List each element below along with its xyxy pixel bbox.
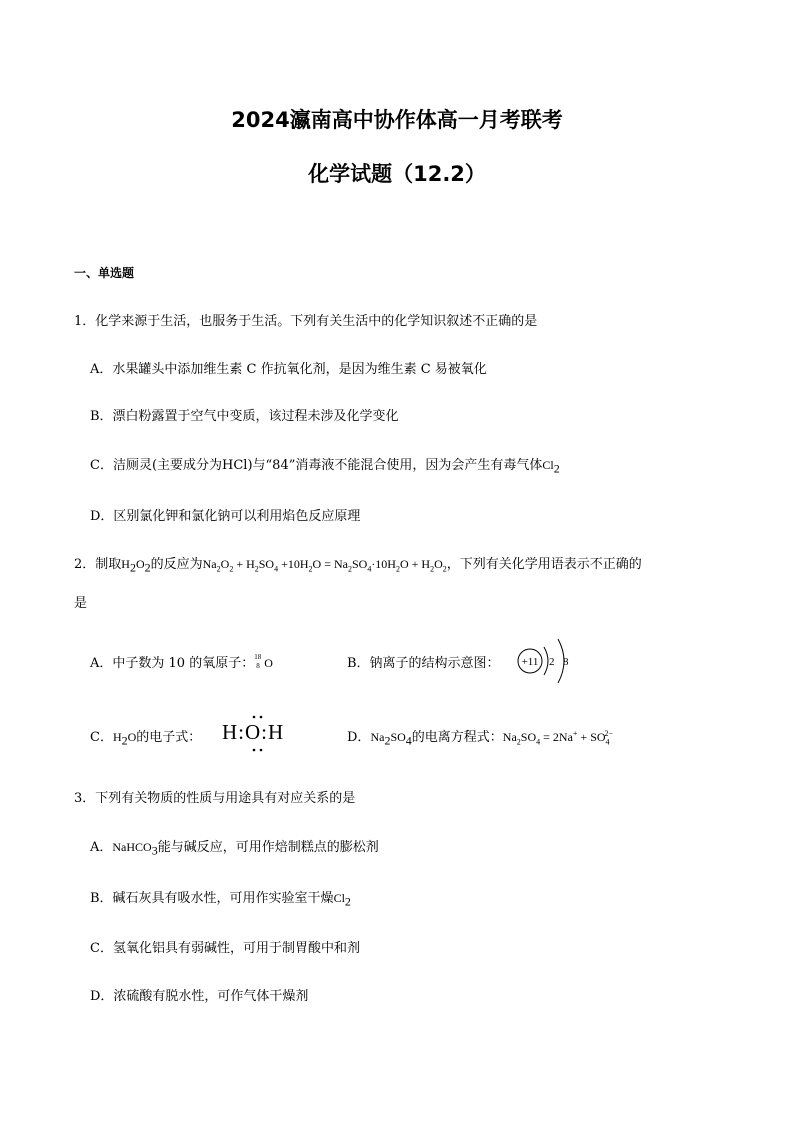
q2-option-d-post: 的电离方程式： xyxy=(411,730,503,745)
q2-option-a-text: A．中子数为 10 的氧原子： xyxy=(90,656,255,671)
eq-part-g: SO xyxy=(351,557,368,571)
q2-h2o2-sub2: 2 xyxy=(144,560,151,575)
eq-sub-g: 4 xyxy=(367,564,372,574)
q1-option-c-cl: Cl xyxy=(542,458,554,472)
oxygen-symbol: O xyxy=(264,656,273,670)
ion-eq-charge: 2− xyxy=(604,729,614,738)
q3-option-a xyxy=(90,836,379,859)
q2-option-c-post: 的电子式： xyxy=(136,730,202,745)
q1-option-d: D．区别氯化钾和氯化钠可以利用焰色反应原理 xyxy=(90,509,361,524)
q2-stem xyxy=(74,553,642,576)
exam-title: 2024瀛南高中协作体高一月考联考 xyxy=(231,108,563,132)
na2so4-na: Na xyxy=(370,730,385,744)
q2-stem-line2: 是 xyxy=(74,596,88,611)
eq-part-a: Na xyxy=(202,557,217,571)
ionization-equation xyxy=(502,729,614,747)
q3-option-a-pre: A． xyxy=(90,840,113,855)
eq-sub-c: 2 xyxy=(254,564,259,574)
ion-eq-so4: + SO xyxy=(577,730,606,744)
q3-option-b-cl: Cl xyxy=(333,891,345,905)
ion-eq-2na: = 2Na xyxy=(540,730,573,744)
q2-option-a xyxy=(90,652,273,671)
eq-sub-a: 2 xyxy=(216,564,221,574)
q2-option-d xyxy=(347,726,613,749)
q3-option-c: C．氢氧化铝具有弱碱性，可用于制胃酸中和剂 xyxy=(90,941,360,956)
electron-formula-text: H:O:H xyxy=(222,720,285,744)
na2so4-so: SO xyxy=(390,730,406,744)
nahco3: NaHCO xyxy=(112,840,152,854)
eq-part-f: O = Na xyxy=(312,557,348,571)
h2o-o: O xyxy=(127,730,137,744)
na2so4-sub2: 4 xyxy=(405,733,412,748)
eq-sub-f: 2 xyxy=(347,564,352,574)
q1-option-c-text: C．洁厕灵(主要成分为HCl)与“84”消毒液不能混合使用，因为会产生有毒气体 xyxy=(90,458,543,473)
q1-option-c xyxy=(90,454,560,477)
atomic-number: 8 xyxy=(256,662,260,670)
ion-eq-so: SO xyxy=(520,730,537,744)
q2-h2o2-o: O xyxy=(135,557,145,571)
q2-option-c xyxy=(90,726,201,749)
shell-1-electrons: 2 xyxy=(549,656,555,668)
eq-part-i: O + H xyxy=(399,557,431,571)
h2o-h: H xyxy=(112,730,122,744)
ion-eq-sub3: 4 xyxy=(605,737,610,747)
q3-option-d: D．浓硫酸有脱水性，可作气体干燥剂 xyxy=(90,989,309,1004)
q1-option-c-sub: 2 xyxy=(553,461,560,476)
q3-option-b-text: B．碱石灰具有吸水性，可用作实验室干燥 xyxy=(90,891,334,906)
q2-tail: ，下列有关化学用语表示不正确的 xyxy=(446,557,642,572)
exam-subtitle: 化学试题（12.2） xyxy=(308,162,486,186)
eq-sub-i: 2 xyxy=(430,564,435,574)
section-heading: 一、单选题 xyxy=(74,266,135,280)
eq-part-b: O xyxy=(220,557,230,571)
q2-option-d-pre: D． xyxy=(347,730,371,745)
nahco3-sub: 3 xyxy=(151,843,158,858)
h2o-sub: 2 xyxy=(121,733,128,748)
eq-sub-e: 2 xyxy=(308,564,313,574)
eq-part-j: O xyxy=(434,557,443,571)
q1-option-a: A．水果罐头中添加维生素 C 作抗氧化剂，是因为维生素 C 易被氧化 xyxy=(90,362,487,377)
eq-part-h: ·10H xyxy=(371,557,396,571)
eq-part-c: + H xyxy=(233,557,255,571)
ion-eq-plus: + xyxy=(572,729,578,738)
q1-stem: 1．化学来源于生活，也服务于生活。下列有关生活中的化学知识叙述不正确的是 xyxy=(74,314,538,329)
eq-part-d: SO xyxy=(258,557,275,571)
q2-num: 2．制取 xyxy=(74,557,122,572)
q2-h2o2-sub1: 2 xyxy=(129,560,136,575)
lone-pair-dots xyxy=(248,713,268,753)
eq-sub-h: 2 xyxy=(395,564,400,574)
q3-option-b xyxy=(90,887,351,910)
q2-eq xyxy=(202,557,447,574)
sodium-ion-diagram xyxy=(512,633,584,689)
q2-h2o2-h: H xyxy=(121,557,130,571)
q2-option-c-pre: C． xyxy=(90,730,113,745)
mass-number: 18 xyxy=(254,653,262,661)
shell-2-electrons: 8 xyxy=(563,656,569,668)
eq-sub-d: 4 xyxy=(274,564,279,574)
ion-eq-na: Na xyxy=(502,730,517,744)
eq-sub-j: 2 xyxy=(442,564,447,574)
q3-option-a-post: 能与碱反应，可用作焙制糕点的膨松剂 xyxy=(157,840,379,855)
q3-stem: 3．下列有关物质的性质与用途具有对应关系的是 xyxy=(74,791,356,806)
oxygen-nuclide xyxy=(254,655,264,671)
ion-eq-sub1: 2 xyxy=(516,737,521,747)
q2-option-b: B．钠离子的结构示意图： xyxy=(347,656,500,671)
nucleus-charge: +11 xyxy=(521,656,539,668)
eq-sub-b: 2 xyxy=(229,564,234,574)
na2so4-sub1: 2 xyxy=(384,733,391,748)
ion-eq-sub2: 4 xyxy=(536,737,541,747)
q2-mid: 的反应为 xyxy=(150,557,203,572)
q1-option-b: B．漂白粉露置于空气中变质，该过程未涉及化学变化 xyxy=(90,409,399,424)
q3-option-b-sub: 2 xyxy=(344,894,351,909)
eq-part-e: +10H xyxy=(278,557,309,571)
